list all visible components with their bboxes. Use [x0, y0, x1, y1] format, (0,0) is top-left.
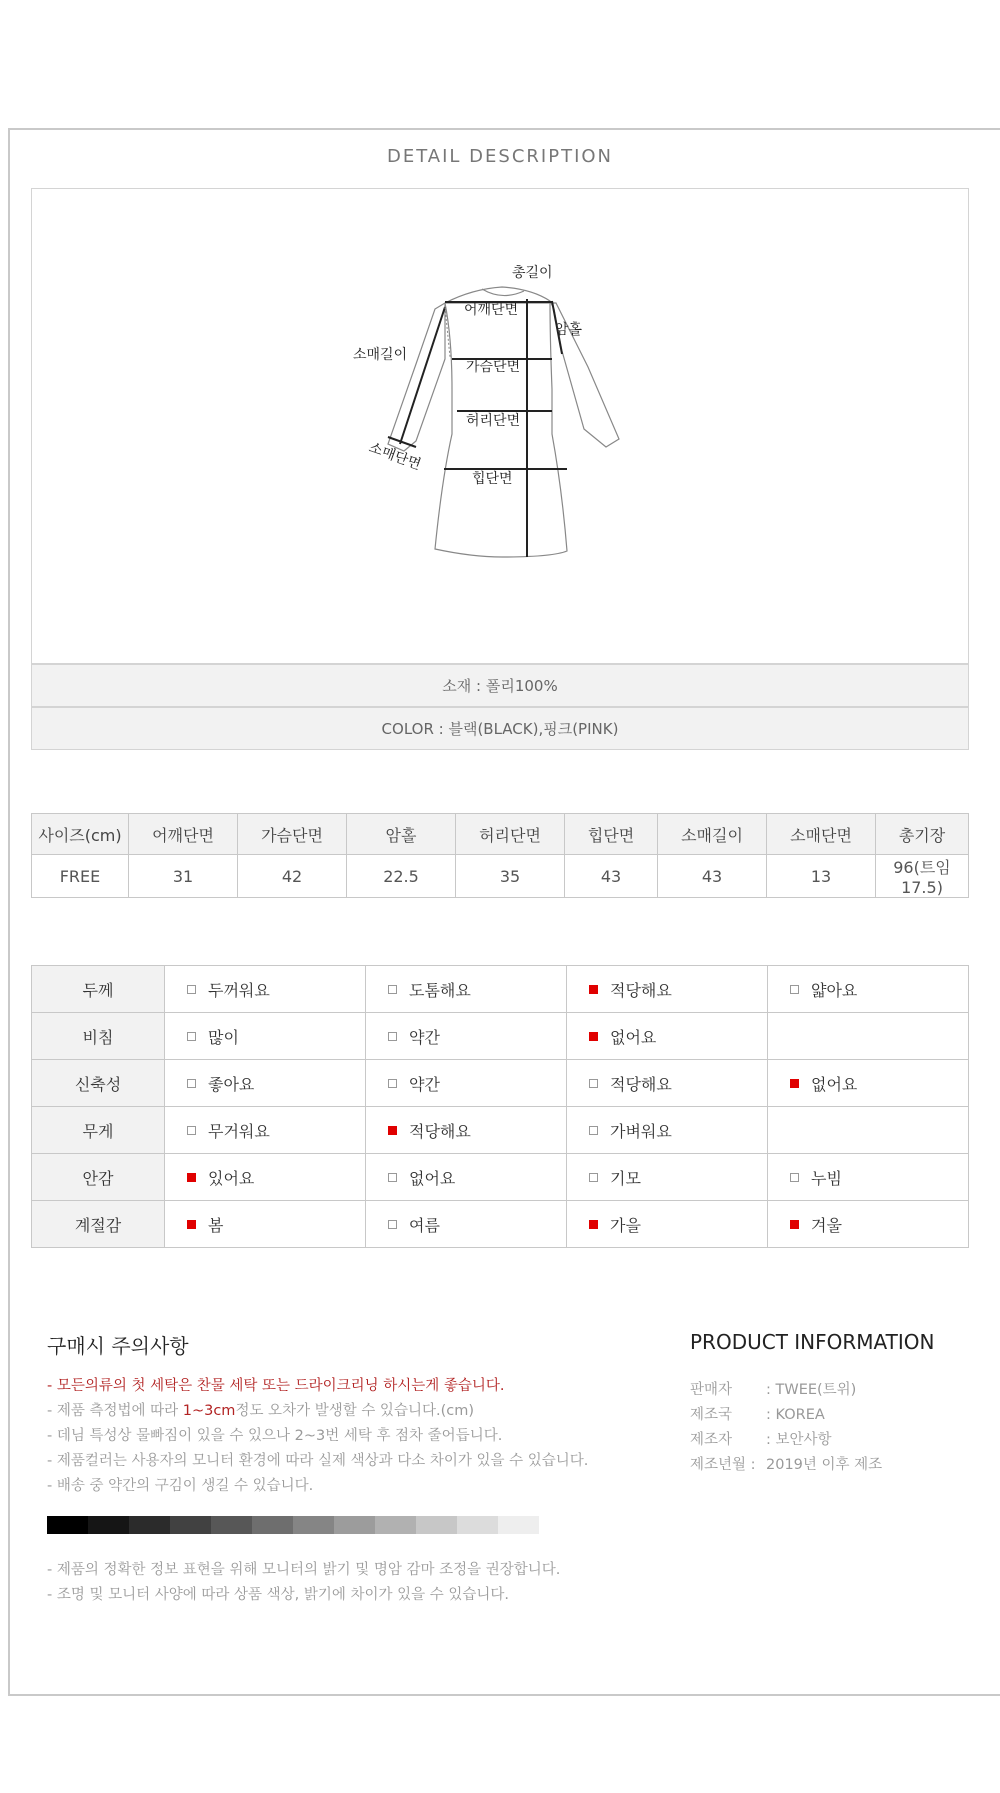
dress-diagram	[32, 189, 968, 663]
property-table	[31, 965, 969, 1248]
size-header: 힙단면	[565, 814, 658, 855]
unchecked-box-icon	[589, 1173, 598, 1182]
property-option-cell	[768, 1154, 969, 1201]
gray-swatch	[334, 1516, 375, 1534]
material-row: 소재 : 폴리100%	[31, 664, 969, 707]
size-table	[31, 813, 969, 898]
unchecked-box-icon	[388, 1220, 397, 1229]
property-option-cell	[567, 1013, 768, 1060]
size-cell: 35	[456, 855, 565, 898]
table-row	[32, 1201, 969, 1248]
property-option-label: 적당해요	[610, 1074, 672, 1094]
property-label: 계절감	[32, 1201, 165, 1248]
size-cell: 42	[238, 855, 347, 898]
label-total-length: 총길이	[512, 265, 553, 281]
product-info-list	[690, 1378, 882, 1478]
property-option-cell	[366, 1013, 567, 1060]
label-hip: 힙단면	[472, 471, 513, 487]
table-row	[32, 1013, 969, 1060]
unchecked-box-icon	[388, 985, 397, 994]
table-row	[32, 1060, 969, 1107]
color-row: COLOR : 블랙(BLACK),핑크(PINK)	[31, 707, 969, 750]
size-header: 소매길이	[658, 814, 767, 855]
property-option-label: 없어요	[610, 1027, 657, 1047]
unchecked-box-icon	[589, 1079, 598, 1088]
table-row	[32, 1107, 969, 1154]
notice-line: - 모든의류의 첫 세탁은 찬물 세탁 또는 드라이크리닝 하시는게 좋습니다.	[47, 1378, 505, 1394]
property-label: 비침	[32, 1013, 165, 1060]
notice-title: 구매시 주의사항	[47, 1334, 189, 1358]
notice-line: - 제품의 정확한 정보 표현을 위해 모니터의 밝기 및 명암 감마 조정을 권장합니다.	[47, 1562, 561, 1578]
property-option-label: 봄	[208, 1215, 224, 1235]
notice-line: - 데님 특성상 물빠짐이 있을 수 있으나 2~3번 세탁 후 점차 줄어듭니다.	[47, 1428, 503, 1444]
gray-swatch-bar	[47, 1516, 539, 1534]
property-option-cell	[366, 1201, 567, 1248]
unchecked-box-icon	[589, 1126, 598, 1135]
checked-box-icon	[187, 1220, 196, 1229]
property-option-cell	[165, 1107, 366, 1154]
property-option-label: 가을	[610, 1215, 641, 1235]
size-table-header-row	[32, 814, 969, 855]
property-option-label: 약간	[409, 1074, 440, 1094]
product-info-row: 판매자 : TWEE(트위)	[690, 1382, 857, 1398]
gray-swatch	[416, 1516, 457, 1534]
unchecked-box-icon	[388, 1173, 397, 1182]
size-header: 어깨단면	[129, 814, 238, 855]
gray-swatch	[88, 1516, 129, 1534]
property-option-label: 좋아요	[208, 1074, 255, 1094]
checked-box-icon	[589, 985, 598, 994]
size-header: 가슴단면	[238, 814, 347, 855]
size-header: 사이즈(cm)	[32, 814, 129, 855]
property-option-cell	[366, 1060, 567, 1107]
property-option-label: 많이	[208, 1027, 239, 1047]
left-sleeve-outline	[388, 303, 445, 451]
unchecked-box-icon	[187, 1032, 196, 1041]
property-option-cell	[567, 1154, 768, 1201]
property-option-cell	[165, 1201, 366, 1248]
property-label: 안감	[32, 1154, 165, 1201]
product-info-row: 제조자 : 보안사항	[690, 1432, 832, 1448]
checked-box-icon	[388, 1126, 397, 1135]
size-header: 총기장	[876, 814, 969, 855]
size-header: 암홀	[347, 814, 456, 855]
property-option-cell	[567, 1201, 768, 1248]
checked-box-icon	[790, 1079, 799, 1088]
product-info-title: PRODUCT INFORMATION	[690, 1330, 935, 1354]
gray-swatch	[252, 1516, 293, 1534]
property-option-label: 도톰해요	[409, 980, 471, 1000]
property-option-label: 있어요	[208, 1168, 255, 1188]
size-header: 소매단면	[767, 814, 876, 855]
property-option-cell	[366, 1107, 567, 1154]
highlight-text: 1~3cm	[182, 1403, 236, 1419]
property-option-label: 두꺼워요	[208, 980, 270, 1000]
label-waist: 허리단면	[466, 413, 521, 429]
section-title: DETAIL DESCRIPTION	[386, 146, 614, 167]
property-option-cell	[165, 966, 366, 1013]
property-label: 무게	[32, 1107, 165, 1154]
dress-body-outline	[435, 301, 567, 557]
property-option-cell	[768, 1107, 969, 1154]
unchecked-box-icon	[187, 985, 196, 994]
size-cell: 43	[565, 855, 658, 898]
property-option-cell	[768, 1013, 969, 1060]
property-option-cell	[366, 1154, 567, 1201]
label-cuff: 소매단면	[366, 439, 423, 474]
property-label: 두께	[32, 966, 165, 1013]
gray-swatch	[375, 1516, 416, 1534]
monitor-notes	[47, 1558, 560, 1608]
checked-box-icon	[589, 1220, 598, 1229]
label-sleeve-length: 소매길이	[353, 347, 408, 363]
unchecked-box-icon	[388, 1032, 397, 1041]
property-option-cell	[165, 1154, 366, 1201]
notice-line: - 배송 중 약간의 구김이 생길 수 있습니다.	[47, 1478, 314, 1494]
property-option-label: 겨울	[811, 1215, 842, 1235]
property-option-cell	[165, 1013, 366, 1060]
notice-line: - 제품컬러는 사용자의 모니터 환경에 따라 실제 색상과 다소 차이가 있을 수 있습니다.	[47, 1453, 589, 1469]
size-cell: 31	[129, 855, 238, 898]
unchecked-box-icon	[187, 1079, 196, 1088]
property-option-label: 없어요	[409, 1168, 456, 1188]
property-option-label: 적당해요	[610, 980, 672, 1000]
property-option-cell	[768, 1201, 969, 1248]
property-option-cell	[768, 966, 969, 1013]
table-row	[32, 855, 969, 898]
gray-swatch	[293, 1516, 334, 1534]
property-option-cell	[366, 966, 567, 1013]
product-info-row: 제조국 : KOREA	[690, 1407, 825, 1423]
gray-swatch	[457, 1516, 498, 1534]
property-option-label: 얇아요	[811, 980, 858, 1000]
size-cell: 13	[767, 855, 876, 898]
gray-swatch	[129, 1516, 170, 1534]
neckline	[482, 289, 524, 296]
checked-box-icon	[790, 1220, 799, 1229]
property-option-cell	[567, 1107, 768, 1154]
size-cell: 96(트임17.5)	[876, 855, 969, 898]
size-cell: FREE	[32, 855, 129, 898]
checked-box-icon	[589, 1032, 598, 1041]
unchecked-box-icon	[790, 985, 799, 994]
notice-list	[47, 1374, 588, 1499]
property-option-label: 무거워요	[208, 1121, 270, 1141]
property-label: 신축성	[32, 1060, 165, 1107]
property-option-label: 누빔	[811, 1168, 842, 1188]
table-row	[32, 966, 969, 1013]
label-armhole: 암홀	[555, 322, 583, 338]
label-shoulder: 어깨단면	[464, 302, 519, 318]
label-chest: 가슴단면	[466, 359, 521, 375]
property-option-cell	[567, 966, 768, 1013]
size-header: 허리단면	[456, 814, 565, 855]
checked-box-icon	[187, 1173, 196, 1182]
property-option-cell	[165, 1060, 366, 1107]
property-option-cell	[768, 1060, 969, 1107]
size-cell: 22.5	[347, 855, 456, 898]
gray-swatch	[170, 1516, 211, 1534]
property-option-label: 기모	[610, 1168, 641, 1188]
notice-line: - 제품 측정법에 따라 1~3cm정도 오차가 발생할 수 있습니다.(cm)	[47, 1403, 474, 1419]
property-option-label: 없어요	[811, 1074, 858, 1094]
unchecked-box-icon	[388, 1079, 397, 1088]
gray-swatch	[47, 1516, 88, 1534]
gray-swatch	[211, 1516, 252, 1534]
property-option-label: 약간	[409, 1027, 440, 1047]
table-row	[32, 1154, 969, 1201]
notice-line: - 조명 및 모니터 사양에 따라 상품 색상, 밝기에 차이가 있을 수 있습니다.	[47, 1587, 509, 1603]
unchecked-box-icon	[187, 1126, 196, 1135]
diagram-box	[31, 188, 969, 664]
property-option-label: 적당해요	[409, 1121, 471, 1141]
gray-swatch	[498, 1516, 539, 1534]
property-option-label: 여름	[409, 1215, 440, 1235]
size-cell: 43	[658, 855, 767, 898]
unchecked-box-icon	[790, 1173, 799, 1182]
property-option-cell	[567, 1060, 768, 1107]
property-option-label: 가벼워요	[610, 1121, 672, 1141]
product-info-row: 제조년월 : 2019년 이후 제조	[690, 1457, 883, 1473]
